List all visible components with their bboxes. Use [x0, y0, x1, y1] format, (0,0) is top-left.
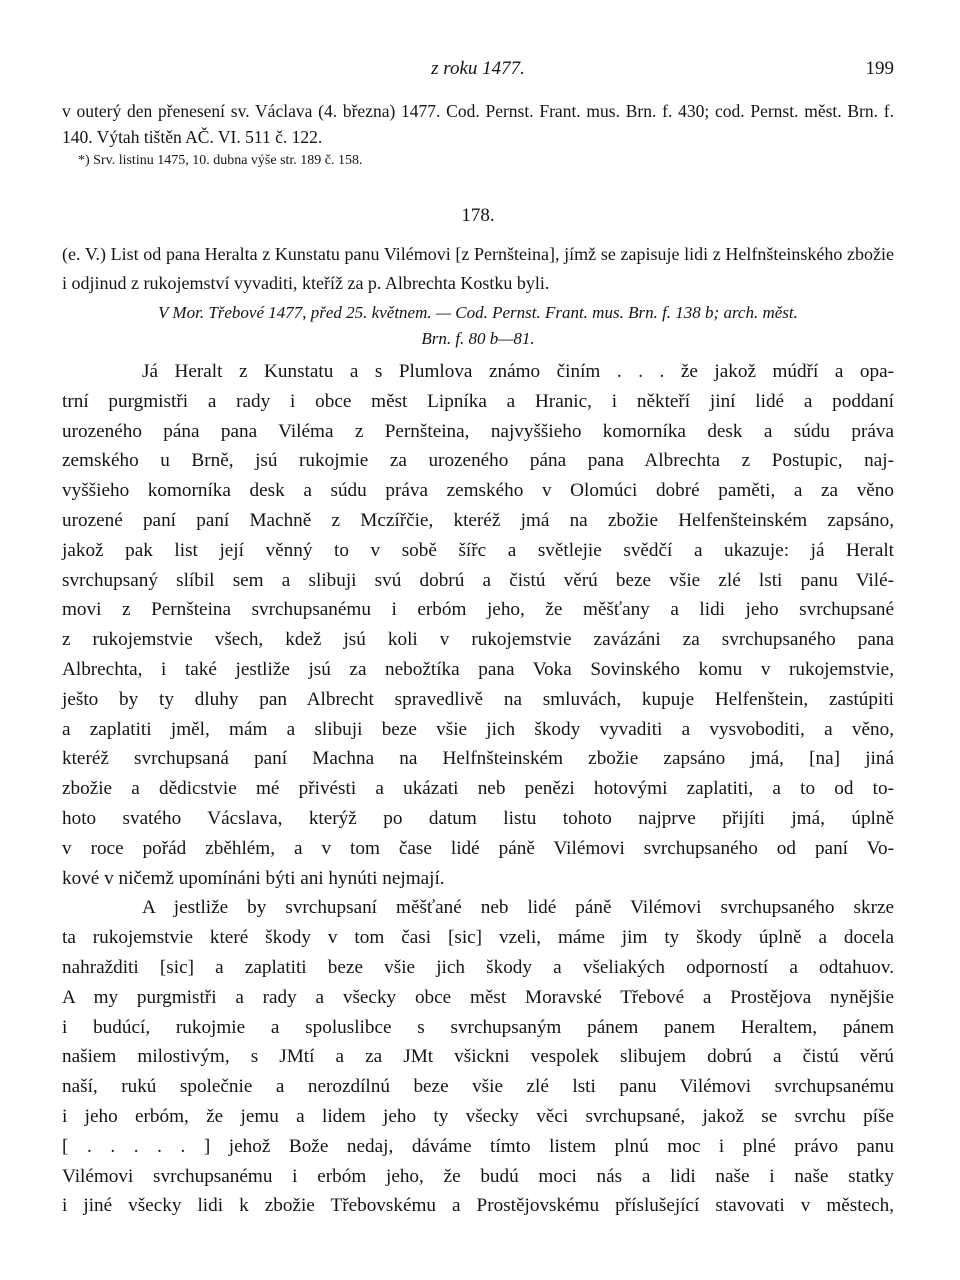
- body-line: ješto by ty dluhy pan Albrecht spravedlivě na smluvách, kupuje Helfenštein, zastúpiti: [62, 688, 894, 710]
- body-line: zemského u Brně, jsú rukojmie za urozeného pána pana Albrechta z Postupic, naj-: [62, 450, 894, 472]
- body-line: Vilémovi svrchupsanému i erbóm jeho, že budú moci nás a lidi naše i naše statky: [62, 1165, 894, 1187]
- body-line: i jeho erbóm, že jemu a lidem jeho ty všecky věci svrchupsané, jakož se svrchu píše: [62, 1105, 894, 1127]
- body-line: zbožie a dědicstvie mé přivésti a ukázati neb penězi hotovými zaplatiti, a to od to-: [62, 778, 894, 800]
- body-line: a zaplatiti jměl, mám a slibuji beze všie jich škody vyvaditi a vysvoboditi, a věno,: [62, 718, 894, 740]
- body-line: A my purgmistři a rady a všecky obce měst Moravské Třebové a Prostějova nynějšie: [62, 986, 894, 1008]
- document-number: 178.: [461, 205, 495, 226]
- body-line: nahražditi [sic] a zaplatiti beze všie jich škody a všeliakých odporností a odtahuov.: [62, 956, 894, 978]
- document-regest: (e. V.) List od pana Heralta z Kunstatu panu Vilémovi [z Pernšteina], jímž se zapisuje lidi z Helfnšteinského zbožie i odjinud z rukojemství vyvaditi, kteříž za p. Albrechta Kostku byli.: [62, 244, 894, 293]
- body-line: urozené paní paní Machně z Mczířčie, kteréž jmá na zbožie Helfenšteinském zapsáno,: [62, 509, 894, 531]
- body-line: naší, rukú společnie a nerozdílnú beze všie zlé lsti panu Vilémovi svrchupsanému: [62, 1076, 894, 1098]
- previous-entry-note: v outerý den přenesení sv. Václava (4. března) 1477. Cod. Pernst. Frant. mus. Brn. f. 430; cod. Pernst. měst. Brn. f. 140. Výtah tištěn AČ. VI. 511 č. 122.: [62, 101, 894, 147]
- body-line: trní purgmistři a rady i obce měst Lipníka a Hranic, i někteří jiní lidé a poddaní: [62, 390, 894, 412]
- body-line: našiem milostivým, s JMtí a za JMt všickni vespolek slibujem dobrú a čistú věrú: [62, 1046, 894, 1068]
- body-line: kové v ničemž upomínáni býti ani hynúti nejmají.: [62, 867, 445, 889]
- body-line: Já Heralt z Kunstatu a s Plumlova známo činím . . . že jakož múdří a opa-: [142, 361, 894, 382]
- body-line: vyššieho komorníka desk a súdu práva zemského v Olomúci dobré paměti, a za věno: [62, 480, 894, 502]
- body-line: ta rukojemstvie které škody v tom časi [sic] vzeli, máme jim ty škody úplně a docela: [62, 927, 894, 949]
- source-line: V Mor. Třebové 1477, před 25. květnem. — Cod. Pernst. Frant. mus. Brn. f. 138 b; arch. měst.: [158, 303, 798, 322]
- book-page: [62, 0, 894, 1280]
- body-line: A jestliže by svrchupsaní měšťané neb lidé páně Vilémovi svrchupsaného skrze: [142, 897, 894, 919]
- document-body: [62, 357, 894, 1221]
- body-line: jakož pak list její věnný to v sobě šířc a světlejie svědčí a ukazuje: já Heralt: [62, 539, 894, 561]
- body-line: movi z Pernšteina svrchupsanému i erbóm jeho, že měšťany a lidi jeho svrchupsané: [62, 599, 894, 621]
- footnote: *) Srv. listinu 1475, 10. dubna výše str. 189 č. 158.: [78, 153, 363, 168]
- body-line: i budúcí, rukojmie a spoluslibce s svrchupsaným pánem panem Heraltem, pánem: [62, 1016, 894, 1038]
- body-line: urozeného pána pana Viléma z Pernšteina, najvyššieho komorníka desk a súdu práva: [62, 420, 894, 442]
- document-source: [62, 300, 894, 352]
- body-line: v roce pořád zběhlém, a v tom čase lidé páně Vilémovi svrchupsaného od paní Vo-: [62, 837, 894, 859]
- body-line: Albrechta, i také jestliže jsú za nebožtíka pana Voka Sovinského komu v rukojemstvie,: [62, 658, 894, 680]
- running-title: z roku 1477.: [431, 58, 525, 79]
- body-line: i jiné všecky lidi k zbožie Třebovskému a Prostějovskému příslušející stavovati v městech,: [62, 1195, 894, 1217]
- body-line: [ . . . . . ] jehož Bože nedaj, dáváme tímto listem plnú moc i plné právo panu: [62, 1135, 894, 1157]
- body-line: kteréž svrchupsaná paní Machna na Helfnšteinském zbožie zapsáno jmá, [na] jiná: [62, 748, 894, 770]
- body-line: hoto svatého Vácslava, kterýž po datum listu tohoto najprve přijíti jmá, úplně: [62, 807, 894, 829]
- body-line: z rukojemstvie všech, kdež jsú koli v rukojemstvie zavázáni za svrchupsaného pana: [62, 629, 894, 651]
- running-head: [62, 58, 894, 82]
- source-line: Brn. f. 80 b—81.: [421, 329, 535, 348]
- body-line: svrchupsaný slíbil sem a slibuji svú dobrú a čistú věrú beze všie zlé lsti panu Vilé-: [62, 569, 894, 591]
- page-number: 199: [865, 58, 894, 79]
